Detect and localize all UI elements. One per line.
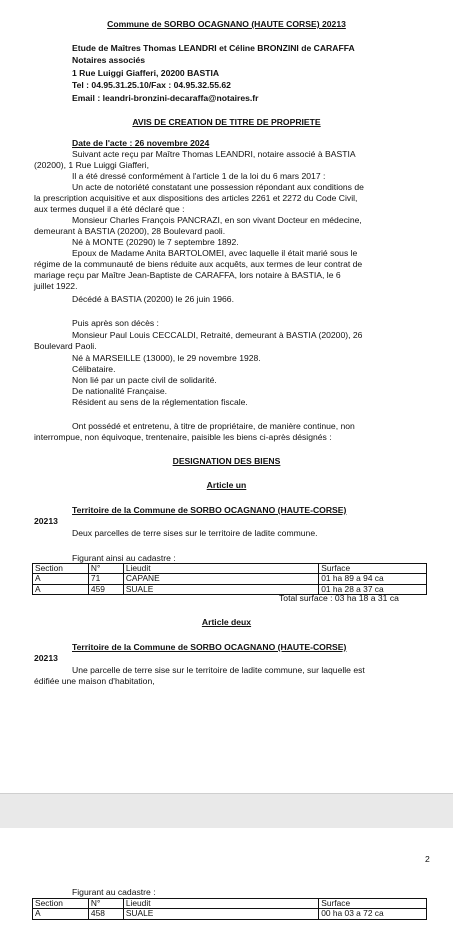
text-line: Ont possédé et entretenu, à titre de propriétaire, de manière continue, non <box>72 421 355 431</box>
etude-name: Etude de Maîtres Thomas LEANDRI et Céline BRONZINI de CARAFFA <box>72 43 355 53</box>
date-acte: Date de l'acte : 26 novembre 2024 <box>72 138 210 148</box>
text-line: aux termes duquel il a été déclaré que : <box>34 204 185 214</box>
text-line: Monsieur Charles François PANCRAZI, en son vivant Docteur en médecine, <box>72 215 362 225</box>
text-line: Né à MARSEILLE (13000), le 29 novembre 1928. <box>72 353 261 363</box>
text-line: Suivant acte reçu par Maître Thomas LEANDRI, notaire associé à BASTIA <box>72 149 356 159</box>
text-line: Monsieur Paul Louis CECCALDI, Retraité, demeurant à BASTIA (20200), 26 <box>72 330 363 340</box>
text-line: la prescription acquisitive et aux dispositions des articles 2261 et 2272 du Code Civil, <box>34 193 358 203</box>
text-line: Un acte de notoriété constatant une possession répondant aux conditions de <box>72 182 364 192</box>
text-line: Célibataire. <box>72 364 116 374</box>
text-line: (20200), 1 Rue Luiggi Giafferi, <box>34 160 149 170</box>
territoire-heading: Territoire de la Commune de SORBO OCAGNANO (HAUTE-CORSE) <box>72 642 347 652</box>
total-surface: Total surface : 03 ha 18 a 31 ca <box>279 593 399 603</box>
figurant-label: Figurant au cadastre : <box>72 887 156 897</box>
text-line: De nationalité Française. <box>72 386 168 396</box>
notary-phone: Tel : 04.95.31.25.10/Fax : 04.95.32.55.62 <box>72 80 231 90</box>
column-header: Surface <box>319 564 427 574</box>
figurant-label: Figurant ainsi au cadastre : <box>72 553 176 563</box>
notary-address: 1 Rue Luiggi Giafferi, 20200 BASTIA <box>72 68 220 78</box>
text-line: Résident au sens de la réglementation fiscale. <box>72 397 248 407</box>
column-header: Section <box>33 899 89 909</box>
text-line: Né à MONTE (20290) le 7 septembre 1892. <box>72 237 239 247</box>
article-description: Deux parcelles de terre sises sur le territoire de ladite commune. <box>72 528 318 538</box>
page-number: 2 <box>425 854 430 864</box>
postal-code: 20213 <box>34 653 58 663</box>
column-header: N° <box>88 564 123 574</box>
table-row <box>33 909 427 919</box>
page-separator <box>0 793 453 829</box>
text-line: mariage reçu par Maître Jean-Baptiste de CARAFFA, lors notaire à BASTIA, le 6 <box>34 270 341 280</box>
article-description: Une parcelle de terre sise sur le territoire de ladite commune, sur laquelle est <box>72 665 365 675</box>
cell-lieudit: SUALE <box>123 909 318 919</box>
designation-heading: DESIGNATION DES BIENS <box>172 456 281 466</box>
cell-surface: 00 ha 03 a 72 ca <box>319 909 427 919</box>
text-line: Décédé à BASTIA (20200) le 26 juin 1966. <box>72 294 234 304</box>
text-line: Il a été dressé conformément à l'article 1 de la loi du 6 mars 2017 : <box>72 171 326 181</box>
column-header: Lieudit <box>123 564 318 574</box>
cell-section: A <box>33 909 89 919</box>
text-line: juillet 1922. <box>34 281 78 291</box>
commune-heading: Commune de SORBO OCAGNANO (HAUTE CORSE) 20213 <box>107 19 346 29</box>
column-header: Surface <box>319 899 427 909</box>
cell-number: 71 <box>88 574 123 584</box>
postal-code: 20213 <box>34 516 58 526</box>
text-line: demeurant à BASTIA (20200), 28 Boulevard paoli. <box>34 226 226 236</box>
article-title: Article un <box>206 480 247 490</box>
document-page-2 <box>0 828 453 950</box>
avis-title: AVIS DE CREATION DE TITRE DE PROPRIETE <box>132 117 321 127</box>
table-row <box>33 574 427 584</box>
article-title: Article deux <box>201 617 252 627</box>
notaires-label: Notaires associés <box>72 55 146 65</box>
cell-surface: 01 ha 89 a 94 ca <box>319 574 427 584</box>
notary-email: Email : leandri-bronzini-decaraffa@notaires.fr <box>72 93 259 103</box>
cadastre-table <box>32 563 427 595</box>
text-line: Puis après son décès : <box>72 318 159 328</box>
cell-surface: 01 ha 28 a 37 ca <box>319 584 427 594</box>
table-header-row <box>33 899 427 909</box>
column-header: Section <box>33 564 89 574</box>
cell-lieudit: CAPANE <box>123 574 318 584</box>
text-line: régime de la communauté de biens réduite aux acquêts, aux termes de leur contrat de <box>34 259 363 269</box>
cell-section: A <box>33 574 89 584</box>
text-line: interrompue, non équivoque, trentenaire, paisible les biens ci-après désignés : <box>34 432 332 442</box>
article-description: édifiée une maison d'habitation, <box>34 676 155 686</box>
cell-section: A <box>33 584 89 594</box>
column-header: Lieudit <box>123 899 318 909</box>
cadastre-table <box>32 898 427 920</box>
cell-number: 459 <box>88 584 123 594</box>
text-line: Epoux de Madame Anita BARTOLOMEI, avec laquelle il était marié sous le <box>72 248 358 258</box>
table-header-row <box>33 564 427 574</box>
cell-lieudit: SUALE <box>123 584 318 594</box>
territoire-heading: Territoire de la Commune de SORBO OCAGNANO (HAUTE-CORSE) <box>72 505 347 515</box>
cell-number: 458 <box>88 909 123 919</box>
text-line: Boulevard Paoli. <box>34 341 97 351</box>
column-header: N° <box>88 899 123 909</box>
text-line: Non lié par un pacte civil de solidarité. <box>72 375 217 385</box>
